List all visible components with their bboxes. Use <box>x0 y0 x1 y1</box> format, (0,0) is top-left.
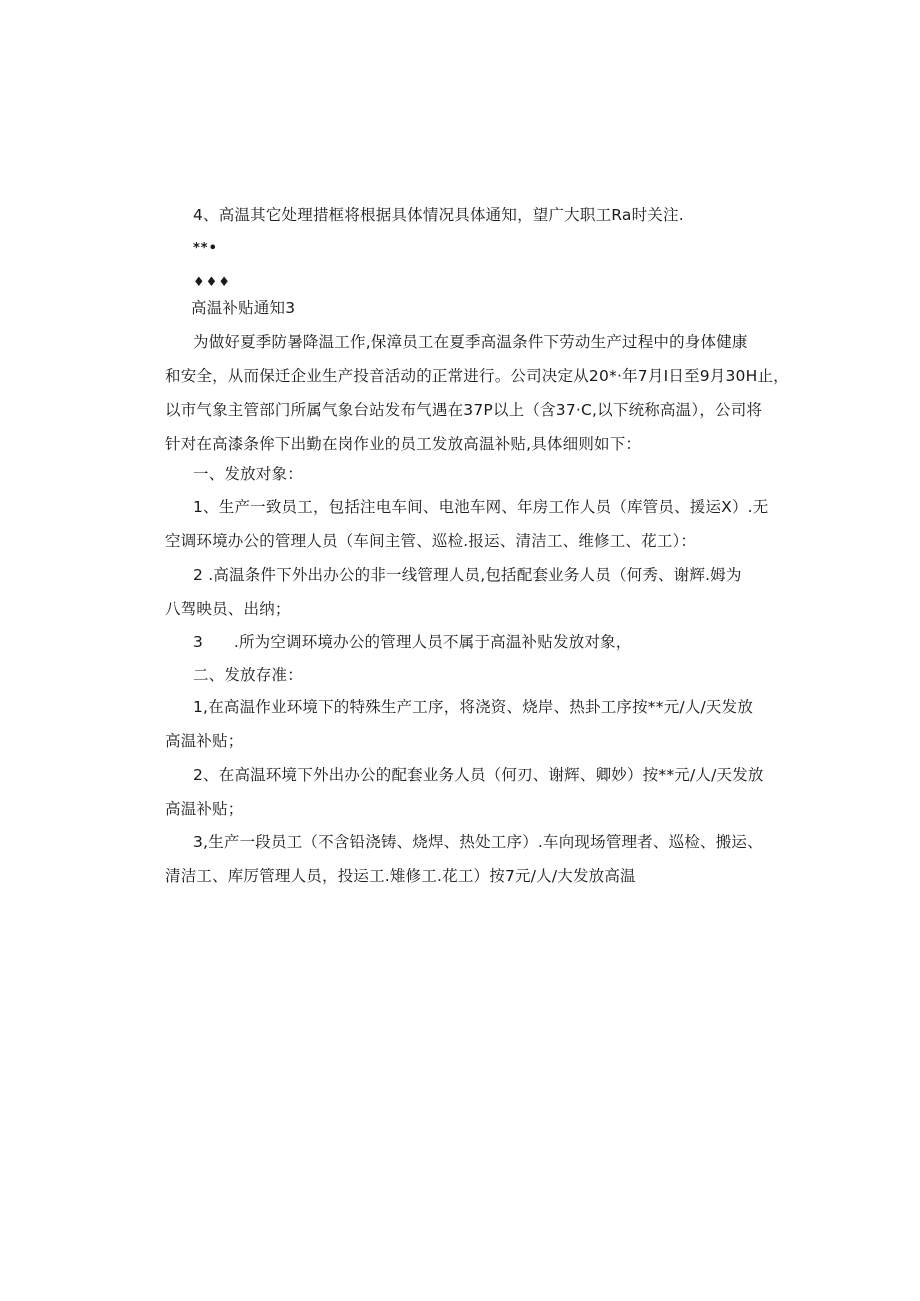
measure-4-text: 4、高温其它处理措框将根据具体情况具体通知，望广大职工Ra时关注. <box>193 206 684 224</box>
item-3-line: 3 .所为空调环境办公的管理人员不属于高温补贴发放对象， <box>193 633 632 651</box>
standard-1-line-2: 高温补贴； <box>165 732 244 750</box>
item-2-line-2: 八驾映员、出纳； <box>165 600 291 618</box>
standard-1-line-1: 1,在高温作业环境下的特殊生产工序，将浇资、烧岸、热卦工序按**元/人/天发放 <box>193 698 754 716</box>
intro-line-2: 和安全，从而保迁企业生产投音活动的正常进行。公司决定从20*·年7月I日至9月30H止， <box>165 367 789 385</box>
notice-title: 高温补贴通知3 <box>191 299 296 317</box>
intro-line-1: 为做好夏季防暑降温工作,保漳员工在夏季高温条件下劳动生产过程中的身体健康 <box>193 333 748 351</box>
standard-2-line-2: 高温补贴； <box>165 800 244 818</box>
item-1-line-2: 空调环境办公的管理人员（车间主管、巡检.报运、清洁工、维修工、花工）： <box>165 532 697 550</box>
standard-2-line-1: 2、在高温环境下外出办公的配套业务人员（何刃、谢辉、卿妙）按**元/人/天发放 <box>193 766 764 784</box>
standard-3-line-2: 清洁工、库厉管理人员，投运工.雉修工.花工）按7元/人/大发放高温 <box>165 867 636 885</box>
intro-line-4: 针对在高漆条侔下出勤在岗作业的员工发放高温补贴,具体细则如下： <box>165 435 642 453</box>
separator-asterisks: **• <box>193 241 218 256</box>
section-heading-1: 一、发放对象： <box>193 465 303 483</box>
standard-3-line-1: 3,生产一段员工（不含铅浇铸、烧焊、热处工序）.车向现场管理者、巡检、搬运、 <box>193 833 763 851</box>
item-1-line-1: 1、生产一致员工，包括注电车间、电池车网、年房工作人员（库管员、援运X）.无 <box>193 498 769 516</box>
item-2-line-1: 2 .高温条件下外出办公的非一线管理人员,包括配套业务人员（何秀、谢辉.姆为 <box>193 566 742 584</box>
intro-line-3: 以市气象主管部门所属气象台站发布气遇在37P以上（含37·C,以下统称高温），公司将 <box>165 401 763 419</box>
separator-diamonds: ♦♦♦ <box>193 275 231 290</box>
section-heading-2: 二、发放存准： <box>193 666 303 684</box>
